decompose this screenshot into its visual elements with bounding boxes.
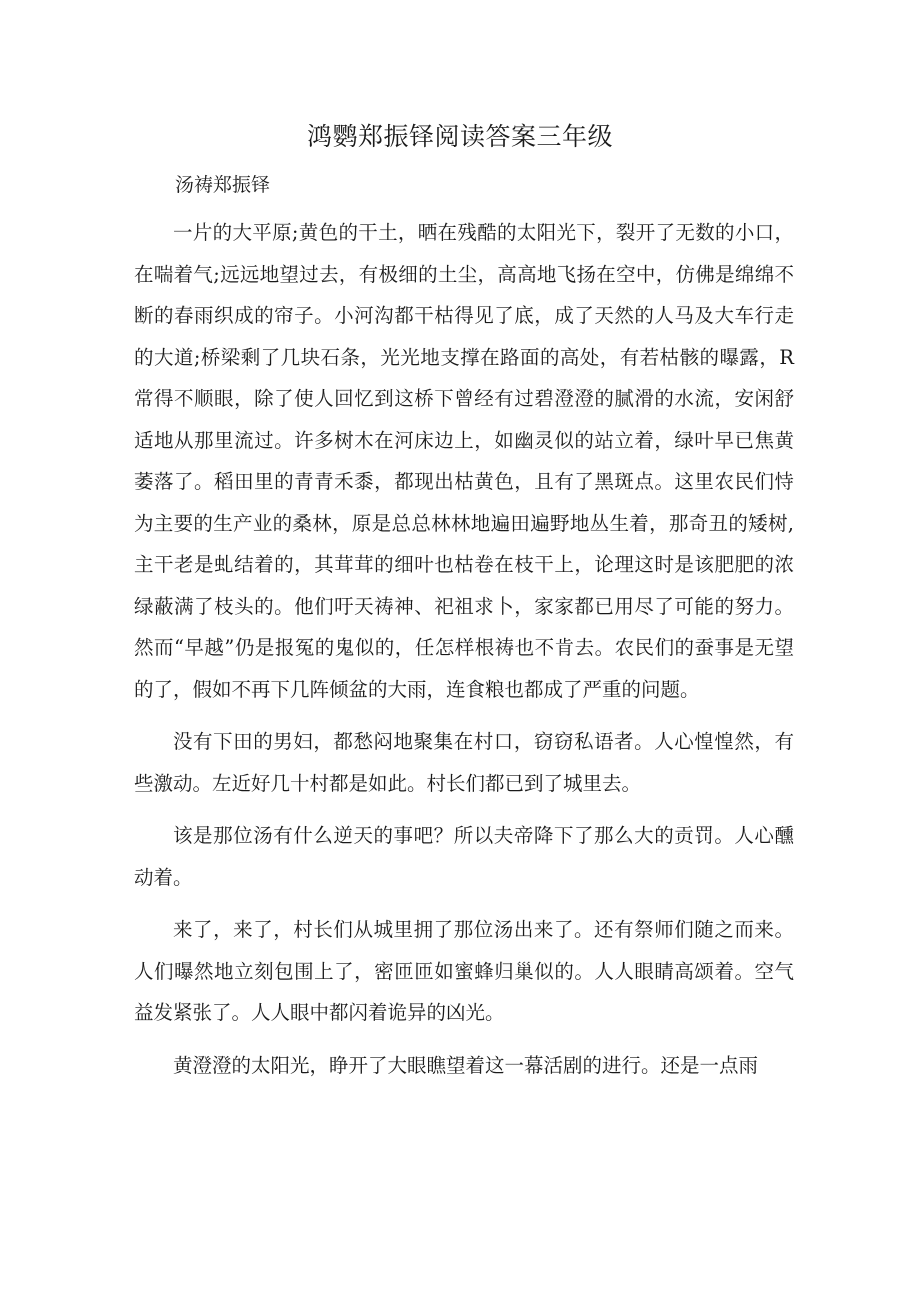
paragraph-5: 黄澄澄的太阳光，睁开了大眼瞧望着这一幕活剧的进行。还是一点雨	[173, 1053, 759, 1077]
document-body	[134, 212, 794, 1097]
document-title: 鸿鹦郑振铎阅读答案三年级	[306, 122, 613, 151]
paragraph-1: 一片的大平原;黄色的干土，晒在残酷的太阳光下，裂开了无数的小口，在喘着气;远远地望过去，有极细的土尘，高高地飞扬在空中，仿佛是绵绵不断的春雨织成的帘子。小河沟都干枯得见了底，成了天然的人马及大车行走的大道;桥梁剩了几块石条，光光地支撑在路面的高处，有若枯骸的曝露，R常得不顺眼，除了使人回忆到这桥下曾经有过碧澄澄的腻滑的水流，安闲舒适地从那里流过。许多树木在河床边上，如幽灵似的站立着，绿叶早已焦黄萎落了。稻田里的青青禾黍，都现出枯黄色，且有了黑斑点。这里农民们恃为主要的生产业的桑林，原是总总林林地遍田遍野地丛生着，那奇丑的矮树,主干老是虬结着的，其茸茸的细叶也枯卷在枝干上，论理这时是该肥肥的浓绿蔽满了枝头的。他们吁天祷神、祀祖求卜，家家都已用尽了可能的努力。然而“早越”仍是报冤的鬼似的，任怎样根祷也不肯去。农民们的蚕事是无望的了，假如不再下几阵倾盆的大雨，连食粮也都成了严重的问题。	[134, 221, 794, 701]
paragraph-4: 来了，来了，村长们从城里拥了那位汤出来了。还有祭师们随之而来。人们曝然地立刻包围上了，密匝匝如蜜蜂归巢似的。人人眼睛高颂着。空气益发紧张了。人人眼中都闪着诡异的凶光。	[134, 918, 794, 1024]
paragraph-3: 该是那位汤有什么逆天的事吧？所以夫帝降下了那么大的贡罚。人心醺动着。	[134, 824, 794, 889]
document-author: 汤祷郑振铎	[175, 174, 271, 196]
paragraph-2: 没有下田的男妇，都愁闷地聚集在村口，窃窃私语者。人心惶惶然，有些激动。左近好几十村都是如此。村长们都已到了城里去。	[134, 730, 794, 795]
